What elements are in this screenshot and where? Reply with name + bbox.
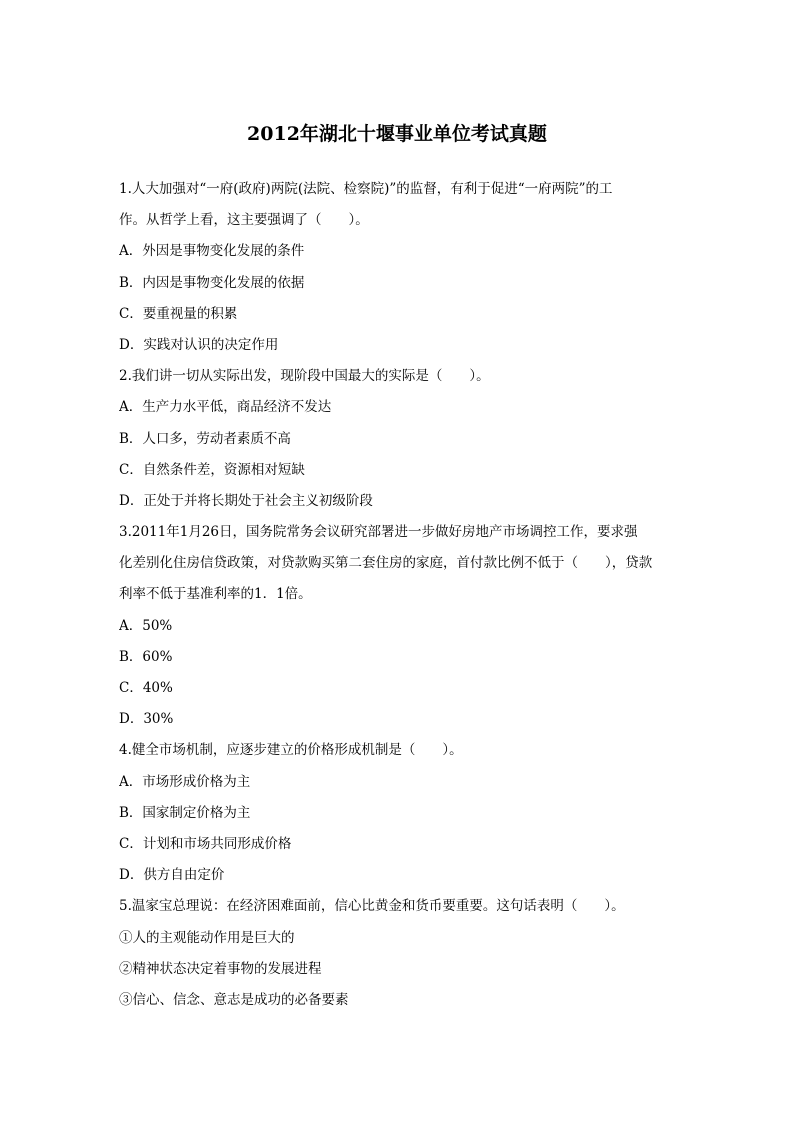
q2-option-b: B．人口多，劳动者素质不高 bbox=[119, 430, 291, 447]
q4-stem: 4.健全市场机制，应逐步建立的价格形成机制是（ ）。 bbox=[119, 742, 463, 759]
q1-stem-line-2: 作。从哲学上看，这主要强调了（ ）。 bbox=[119, 212, 369, 229]
document-title: 2012年湖北十堰事业单位考试真题 bbox=[247, 123, 547, 145]
q3-option-c: C．40% bbox=[119, 680, 173, 696]
q3-option-d: D．30% bbox=[119, 711, 174, 728]
q3-stem-line-2: 化差别化住房信贷政策，对贷款购买第二套住房的家庭，首付款比例不低于（ ），贷款 bbox=[119, 555, 653, 572]
q3-stem-line-1: 3.2011年1月26日，国务院常务会议研究部署进一步做好房地产市场调控工作，要求强 bbox=[119, 524, 638, 541]
q4-option-d: D．供方自由定价 bbox=[119, 867, 225, 884]
q4-option-b: B．国家制定价格为主 bbox=[119, 804, 251, 821]
q1-option-a: A．外因是事物变化发展的条件 bbox=[119, 243, 305, 260]
document-body bbox=[119, 178, 675, 1020]
q5-statement-3: ③信心、信念、意志是成功的必备要素 bbox=[119, 991, 349, 1008]
q2-option-a: A．生产力水平低，商品经济不发达 bbox=[119, 399, 332, 416]
q1-option-b: B．内因是事物变化发展的依据 bbox=[119, 274, 305, 291]
q4-option-a: A．市场形成价格为主 bbox=[119, 773, 251, 790]
q2-stem: 2.我们讲一切从实际出发，现阶段中国最大的实际是（ ）。 bbox=[119, 368, 490, 385]
q3-option-a: A．50% bbox=[119, 617, 173, 634]
q4-option-c: C．计划和市场共同形成价格 bbox=[119, 835, 292, 852]
q1-option-d: D．实践对认识的决定作用 bbox=[119, 336, 279, 353]
q3-stem-line-3: 利率不低于基准利率的1．1倍。 bbox=[119, 586, 312, 603]
q5-stem: 5.温家宝总理说：在经济困难面前，信心比黄金和货币要重要。这句话表明（ ）。 bbox=[119, 898, 625, 915]
q2-option-d: D．正处于并将长期处于社会主义初级阶段 bbox=[119, 492, 373, 509]
q1-option-c: C．要重视量的积累 bbox=[119, 305, 238, 322]
q5-statement-1: ①人的主观能动作用是巨大的 bbox=[119, 929, 295, 946]
q1-stem-line-1: 1.人大加强对“一府(政府)两院(法院、检察院)”的监督，有利于促进“一府两院”的工 bbox=[119, 181, 613, 197]
q2-option-c: C．自然条件差，资源相对短缺 bbox=[119, 461, 305, 478]
q5-statement-2: ②精神状态决定着事物的发展进程 bbox=[119, 960, 322, 977]
q3-option-b: B．60% bbox=[119, 648, 173, 665]
